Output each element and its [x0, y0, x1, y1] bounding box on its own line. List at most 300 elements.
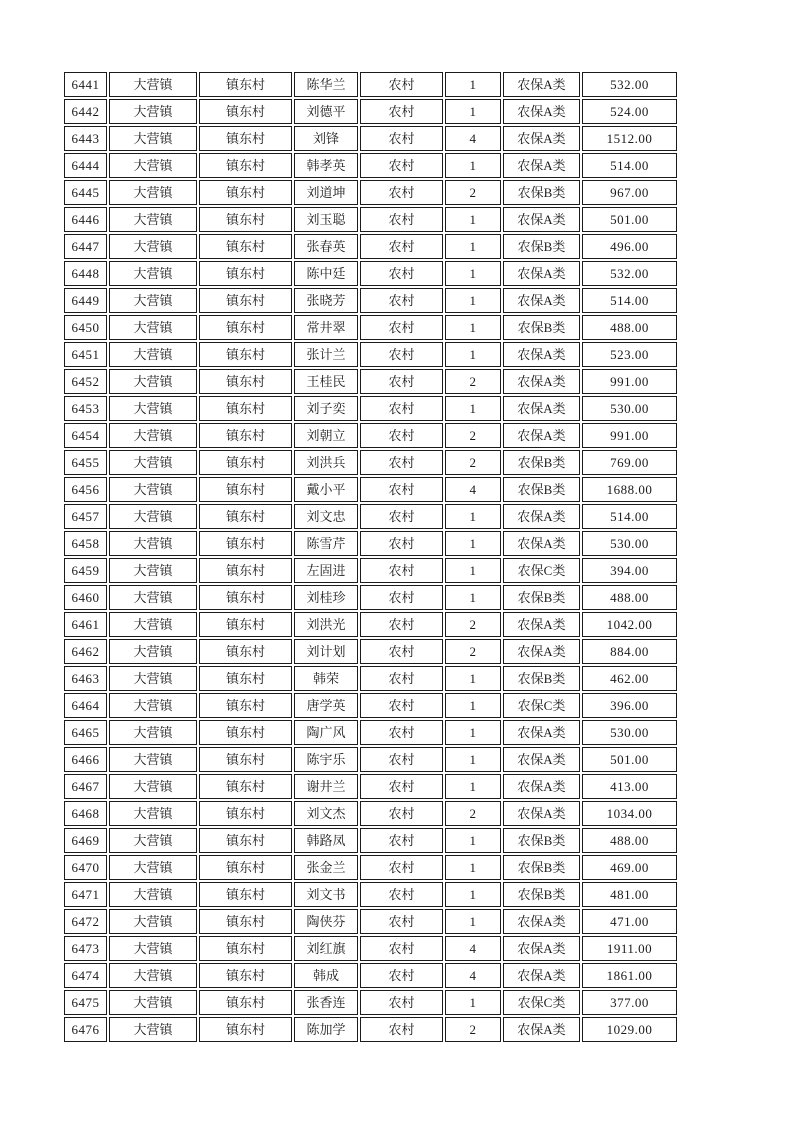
- cell-person-count: 2: [445, 1017, 501, 1042]
- cell-serial-number: 6468: [64, 801, 107, 826]
- cell-insurance-category: 农保B类: [503, 450, 580, 475]
- cell-person-count: 1: [445, 315, 501, 340]
- table-row: [64, 909, 677, 934]
- cell-person-count: 1: [445, 288, 501, 313]
- cell-residence-type: 农村: [360, 99, 443, 124]
- cell-person-name: 陈雪芹: [294, 531, 358, 556]
- cell-village: 镇东村: [199, 99, 292, 124]
- table-row: [64, 180, 677, 205]
- cell-town: 大营镇: [109, 774, 197, 799]
- cell-town: 大营镇: [109, 531, 197, 556]
- cell-village: 镇东村: [199, 450, 292, 475]
- cell-amount: 530.00: [582, 531, 677, 556]
- cell-person-name: 刘锋: [294, 126, 358, 151]
- cell-village: 镇东村: [199, 369, 292, 394]
- cell-amount: 514.00: [582, 504, 677, 529]
- cell-person-count: 1: [445, 666, 501, 691]
- cell-town: 大营镇: [109, 936, 197, 961]
- cell-person-count: 1: [445, 774, 501, 799]
- cell-amount: 488.00: [582, 585, 677, 610]
- cell-amount: 514.00: [582, 153, 677, 178]
- cell-person-count: 1: [445, 261, 501, 286]
- cell-insurance-category: 农保B类: [503, 234, 580, 259]
- cell-insurance-category: 农保A类: [503, 639, 580, 664]
- cell-person-name: 刘洪光: [294, 612, 358, 637]
- table-row: [64, 72, 677, 97]
- cell-serial-number: 6466: [64, 747, 107, 772]
- cell-town: 大营镇: [109, 909, 197, 934]
- table-row: [64, 720, 677, 745]
- cell-amount: 469.00: [582, 855, 677, 880]
- cell-insurance-category: 农保A类: [503, 207, 580, 232]
- cell-serial-number: 6475: [64, 990, 107, 1015]
- cell-village: 镇东村: [199, 909, 292, 934]
- cell-serial-number: 6445: [64, 180, 107, 205]
- cell-insurance-category: 农保B类: [503, 882, 580, 907]
- cell-amount: 514.00: [582, 288, 677, 313]
- cell-village: 镇东村: [199, 801, 292, 826]
- cell-insurance-category: 农保A类: [503, 612, 580, 637]
- cell-residence-type: 农村: [360, 855, 443, 880]
- cell-serial-number: 6471: [64, 882, 107, 907]
- cell-village: 镇东村: [199, 963, 292, 988]
- cell-amount: 523.00: [582, 342, 677, 367]
- insurance-roster-table: [62, 70, 679, 1044]
- cell-town: 大营镇: [109, 369, 197, 394]
- cell-village: 镇东村: [199, 828, 292, 853]
- cell-person-count: 1: [445, 531, 501, 556]
- cell-serial-number: 6441: [64, 72, 107, 97]
- cell-serial-number: 6470: [64, 855, 107, 880]
- cell-serial-number: 6451: [64, 342, 107, 367]
- cell-insurance-category: 农保A类: [503, 126, 580, 151]
- cell-amount: 530.00: [582, 720, 677, 745]
- cell-person-name: 刘玉聪: [294, 207, 358, 232]
- cell-person-count: 1: [445, 207, 501, 232]
- cell-serial-number: 6456: [64, 477, 107, 502]
- cell-person-name: 刘红旗: [294, 936, 358, 961]
- cell-person-count: 2: [445, 369, 501, 394]
- cell-person-name: 张金兰: [294, 855, 358, 880]
- cell-person-count: 2: [445, 612, 501, 637]
- cell-serial-number: 6469: [64, 828, 107, 853]
- table-row: [64, 342, 677, 367]
- table-row: [64, 585, 677, 610]
- cell-serial-number: 6448: [64, 261, 107, 286]
- cell-amount: 1911.00: [582, 936, 677, 961]
- table-row: [64, 882, 677, 907]
- cell-serial-number: 6465: [64, 720, 107, 745]
- cell-insurance-category: 农保A类: [503, 720, 580, 745]
- cell-person-count: 1: [445, 99, 501, 124]
- cell-amount: 1034.00: [582, 801, 677, 826]
- cell-residence-type: 农村: [360, 558, 443, 583]
- cell-person-count: 1: [445, 234, 501, 259]
- cell-village: 镇东村: [199, 558, 292, 583]
- cell-residence-type: 农村: [360, 936, 443, 961]
- table-row: [64, 693, 677, 718]
- cell-village: 镇东村: [199, 261, 292, 286]
- cell-person-name: 刘子奕: [294, 396, 358, 421]
- cell-insurance-category: 农保B类: [503, 477, 580, 502]
- cell-person-count: 4: [445, 963, 501, 988]
- cell-town: 大营镇: [109, 180, 197, 205]
- cell-town: 大营镇: [109, 747, 197, 772]
- cell-village: 镇东村: [199, 720, 292, 745]
- cell-amount: 530.00: [582, 396, 677, 421]
- cell-village: 镇东村: [199, 180, 292, 205]
- cell-residence-type: 农村: [360, 261, 443, 286]
- cell-residence-type: 农村: [360, 747, 443, 772]
- cell-residence-type: 农村: [360, 774, 443, 799]
- cell-residence-type: 农村: [360, 990, 443, 1015]
- cell-serial-number: 6457: [64, 504, 107, 529]
- cell-person-name: 张晓芳: [294, 288, 358, 313]
- cell-serial-number: 6443: [64, 126, 107, 151]
- cell-insurance-category: 农保C类: [503, 990, 580, 1015]
- cell-person-name: 刘桂珍: [294, 585, 358, 610]
- cell-amount: 524.00: [582, 99, 677, 124]
- cell-serial-number: 6474: [64, 963, 107, 988]
- cell-serial-number: 6455: [64, 450, 107, 475]
- cell-person-count: 2: [445, 180, 501, 205]
- table-row: [64, 747, 677, 772]
- cell-town: 大营镇: [109, 639, 197, 664]
- cell-person-count: 1: [445, 990, 501, 1015]
- cell-town: 大营镇: [109, 315, 197, 340]
- cell-serial-number: 6442: [64, 99, 107, 124]
- cell-village: 镇东村: [199, 693, 292, 718]
- table-row: [64, 450, 677, 475]
- cell-village: 镇东村: [199, 531, 292, 556]
- cell-person-count: 1: [445, 828, 501, 853]
- table-row: [64, 396, 677, 421]
- cell-town: 大营镇: [109, 990, 197, 1015]
- table-row: [64, 531, 677, 556]
- table-row: [64, 423, 677, 448]
- cell-residence-type: 农村: [360, 72, 443, 97]
- cell-amount: 496.00: [582, 234, 677, 259]
- cell-insurance-category: 农保C类: [503, 693, 580, 718]
- cell-serial-number: 6449: [64, 288, 107, 313]
- cell-person-name: 唐学英: [294, 693, 358, 718]
- cell-serial-number: 6476: [64, 1017, 107, 1042]
- cell-residence-type: 农村: [360, 396, 443, 421]
- cell-village: 镇东村: [199, 234, 292, 259]
- table-row: [64, 288, 677, 313]
- cell-amount: 1861.00: [582, 963, 677, 988]
- cell-town: 大营镇: [109, 423, 197, 448]
- cell-residence-type: 农村: [360, 477, 443, 502]
- cell-person-count: 2: [445, 423, 501, 448]
- table-row: [64, 801, 677, 826]
- table-row: [64, 774, 677, 799]
- cell-person-name: 陈中廷: [294, 261, 358, 286]
- cell-town: 大营镇: [109, 126, 197, 151]
- table-row: [64, 639, 677, 664]
- cell-person-name: 刘文忠: [294, 504, 358, 529]
- cell-person-count: 1: [445, 585, 501, 610]
- cell-person-count: 1: [445, 342, 501, 367]
- cell-person-name: 常井翠: [294, 315, 358, 340]
- cell-village: 镇东村: [199, 666, 292, 691]
- cell-person-count: 1: [445, 855, 501, 880]
- cell-residence-type: 农村: [360, 315, 443, 340]
- cell-town: 大营镇: [109, 963, 197, 988]
- cell-village: 镇东村: [199, 504, 292, 529]
- table-row: [64, 558, 677, 583]
- table-row: [64, 666, 677, 691]
- cell-insurance-category: 农保A类: [503, 801, 580, 826]
- cell-amount: 1029.00: [582, 1017, 677, 1042]
- cell-person-name: 刘计划: [294, 639, 358, 664]
- cell-serial-number: 6450: [64, 315, 107, 340]
- cell-town: 大营镇: [109, 396, 197, 421]
- cell-amount: 884.00: [582, 639, 677, 664]
- table-row: [64, 1017, 677, 1042]
- cell-person-name: 张香连: [294, 990, 358, 1015]
- cell-person-name: 刘文杰: [294, 801, 358, 826]
- cell-village: 镇东村: [199, 423, 292, 448]
- cell-residence-type: 农村: [360, 126, 443, 151]
- cell-serial-number: 6460: [64, 585, 107, 610]
- cell-amount: 769.00: [582, 450, 677, 475]
- cell-town: 大营镇: [109, 477, 197, 502]
- cell-town: 大营镇: [109, 99, 197, 124]
- cell-insurance-category: 农保A类: [503, 342, 580, 367]
- cell-residence-type: 农村: [360, 828, 443, 853]
- table-row: [64, 828, 677, 853]
- cell-amount: 501.00: [582, 207, 677, 232]
- cell-insurance-category: 农保A类: [503, 1017, 580, 1042]
- cell-residence-type: 农村: [360, 342, 443, 367]
- cell-village: 镇东村: [199, 72, 292, 97]
- cell-village: 镇东村: [199, 477, 292, 502]
- cell-person-name: 陈加学: [294, 1017, 358, 1042]
- cell-serial-number: 6446: [64, 207, 107, 232]
- table-row: [64, 612, 677, 637]
- cell-residence-type: 农村: [360, 720, 443, 745]
- cell-insurance-category: 农保A类: [503, 531, 580, 556]
- cell-serial-number: 6473: [64, 936, 107, 961]
- cell-insurance-category: 农保A类: [503, 396, 580, 421]
- cell-amount: 488.00: [582, 828, 677, 853]
- cell-village: 镇东村: [199, 315, 292, 340]
- cell-town: 大营镇: [109, 261, 197, 286]
- cell-person-name: 戴小平: [294, 477, 358, 502]
- cell-insurance-category: 农保A类: [503, 261, 580, 286]
- cell-residence-type: 农村: [360, 369, 443, 394]
- cell-town: 大营镇: [109, 801, 197, 826]
- cell-residence-type: 农村: [360, 531, 443, 556]
- cell-town: 大营镇: [109, 207, 197, 232]
- cell-amount: 377.00: [582, 990, 677, 1015]
- cell-town: 大营镇: [109, 153, 197, 178]
- cell-insurance-category: 农保B类: [503, 585, 580, 610]
- cell-person-count: 2: [445, 801, 501, 826]
- cell-residence-type: 农村: [360, 666, 443, 691]
- cell-town: 大营镇: [109, 342, 197, 367]
- cell-village: 镇东村: [199, 207, 292, 232]
- cell-person-name: 韩成: [294, 963, 358, 988]
- table-row: [64, 315, 677, 340]
- cell-serial-number: 6472: [64, 909, 107, 934]
- cell-serial-number: 6462: [64, 639, 107, 664]
- cell-village: 镇东村: [199, 585, 292, 610]
- cell-town: 大营镇: [109, 882, 197, 907]
- cell-village: 镇东村: [199, 639, 292, 664]
- cell-residence-type: 农村: [360, 801, 443, 826]
- cell-insurance-category: 农保C类: [503, 558, 580, 583]
- cell-insurance-category: 农保A类: [503, 369, 580, 394]
- cell-town: 大营镇: [109, 1017, 197, 1042]
- cell-insurance-category: 农保A类: [503, 153, 580, 178]
- table-row: [64, 369, 677, 394]
- cell-village: 镇东村: [199, 153, 292, 178]
- cell-insurance-category: 农保A类: [503, 963, 580, 988]
- cell-person-count: 1: [445, 558, 501, 583]
- cell-person-count: 4: [445, 477, 501, 502]
- cell-town: 大营镇: [109, 855, 197, 880]
- cell-person-name: 张计兰: [294, 342, 358, 367]
- cell-insurance-category: 农保A类: [503, 504, 580, 529]
- cell-village: 镇东村: [199, 612, 292, 637]
- cell-person-count: 4: [445, 936, 501, 961]
- cell-person-name: 陈华兰: [294, 72, 358, 97]
- cell-town: 大营镇: [109, 666, 197, 691]
- cell-person-name: 王桂民: [294, 369, 358, 394]
- cell-amount: 488.00: [582, 315, 677, 340]
- cell-person-name: 陈宇乐: [294, 747, 358, 772]
- cell-serial-number: 6452: [64, 369, 107, 394]
- cell-residence-type: 农村: [360, 207, 443, 232]
- cell-person-count: 1: [445, 747, 501, 772]
- cell-village: 镇东村: [199, 774, 292, 799]
- cell-serial-number: 6453: [64, 396, 107, 421]
- cell-person-name: 韩孝英: [294, 153, 358, 178]
- cell-person-count: 1: [445, 153, 501, 178]
- cell-insurance-category: 农保B类: [503, 315, 580, 340]
- table-row: [64, 207, 677, 232]
- cell-village: 镇东村: [199, 990, 292, 1015]
- cell-insurance-category: 农保B类: [503, 828, 580, 853]
- cell-village: 镇东村: [199, 936, 292, 961]
- cell-amount: 991.00: [582, 423, 677, 448]
- cell-insurance-category: 农保A类: [503, 288, 580, 313]
- cell-town: 大营镇: [109, 234, 197, 259]
- cell-person-name: 左固进: [294, 558, 358, 583]
- cell-person-count: 1: [445, 396, 501, 421]
- cell-town: 大营镇: [109, 828, 197, 853]
- cell-serial-number: 6458: [64, 531, 107, 556]
- table-row: [64, 153, 677, 178]
- cell-person-count: 1: [445, 72, 501, 97]
- cell-serial-number: 6459: [64, 558, 107, 583]
- cell-amount: 462.00: [582, 666, 677, 691]
- cell-village: 镇东村: [199, 747, 292, 772]
- cell-town: 大营镇: [109, 612, 197, 637]
- cell-town: 大营镇: [109, 72, 197, 97]
- table-row: [64, 477, 677, 502]
- cell-village: 镇东村: [199, 126, 292, 151]
- cell-insurance-category: 农保A类: [503, 747, 580, 772]
- cell-village: 镇东村: [199, 288, 292, 313]
- cell-person-count: 1: [445, 504, 501, 529]
- table-row: [64, 261, 677, 286]
- cell-person-name: 张春英: [294, 234, 358, 259]
- cell-residence-type: 农村: [360, 504, 443, 529]
- cell-person-count: 2: [445, 450, 501, 475]
- cell-insurance-category: 农保A类: [503, 774, 580, 799]
- cell-insurance-category: 农保A类: [503, 99, 580, 124]
- cell-amount: 967.00: [582, 180, 677, 205]
- cell-town: 大营镇: [109, 288, 197, 313]
- cell-amount: 413.00: [582, 774, 677, 799]
- cell-person-count: 1: [445, 882, 501, 907]
- cell-amount: 394.00: [582, 558, 677, 583]
- cell-residence-type: 农村: [360, 693, 443, 718]
- table-row: [64, 936, 677, 961]
- cell-village: 镇东村: [199, 396, 292, 421]
- cell-serial-number: 6467: [64, 774, 107, 799]
- cell-residence-type: 农村: [360, 963, 443, 988]
- table-row: [64, 234, 677, 259]
- cell-amount: 532.00: [582, 261, 677, 286]
- cell-serial-number: 6463: [64, 666, 107, 691]
- cell-residence-type: 农村: [360, 450, 443, 475]
- cell-serial-number: 6461: [64, 612, 107, 637]
- cell-person-name: 谢井兰: [294, 774, 358, 799]
- cell-insurance-category: 农保B类: [503, 666, 580, 691]
- cell-amount: 396.00: [582, 693, 677, 718]
- cell-town: 大营镇: [109, 585, 197, 610]
- cell-town: 大营镇: [109, 558, 197, 583]
- cell-residence-type: 农村: [360, 585, 443, 610]
- cell-amount: 481.00: [582, 882, 677, 907]
- table-row: [64, 963, 677, 988]
- cell-person-name: 陶侠芬: [294, 909, 358, 934]
- cell-amount: 1688.00: [582, 477, 677, 502]
- cell-person-name: 刘朝立: [294, 423, 358, 448]
- cell-amount: 471.00: [582, 909, 677, 934]
- cell-town: 大营镇: [109, 450, 197, 475]
- cell-person-count: 1: [445, 720, 501, 745]
- cell-village: 镇东村: [199, 855, 292, 880]
- cell-serial-number: 6454: [64, 423, 107, 448]
- cell-residence-type: 农村: [360, 423, 443, 448]
- cell-residence-type: 农村: [360, 180, 443, 205]
- cell-amount: 1042.00: [582, 612, 677, 637]
- cell-town: 大营镇: [109, 504, 197, 529]
- cell-insurance-category: 农保B类: [503, 180, 580, 205]
- cell-serial-number: 6447: [64, 234, 107, 259]
- table-row: [64, 504, 677, 529]
- cell-village: 镇东村: [199, 342, 292, 367]
- cell-person-name: 陶广风: [294, 720, 358, 745]
- cell-town: 大营镇: [109, 693, 197, 718]
- cell-person-count: 4: [445, 126, 501, 151]
- cell-residence-type: 农村: [360, 288, 443, 313]
- cell-residence-type: 农村: [360, 909, 443, 934]
- cell-person-name: 韩荣: [294, 666, 358, 691]
- cell-insurance-category: 农保A类: [503, 909, 580, 934]
- cell-residence-type: 农村: [360, 639, 443, 664]
- cell-serial-number: 6444: [64, 153, 107, 178]
- cell-insurance-category: 农保A类: [503, 72, 580, 97]
- cell-residence-type: 农村: [360, 882, 443, 907]
- cell-village: 镇东村: [199, 1017, 292, 1042]
- table-row: [64, 990, 677, 1015]
